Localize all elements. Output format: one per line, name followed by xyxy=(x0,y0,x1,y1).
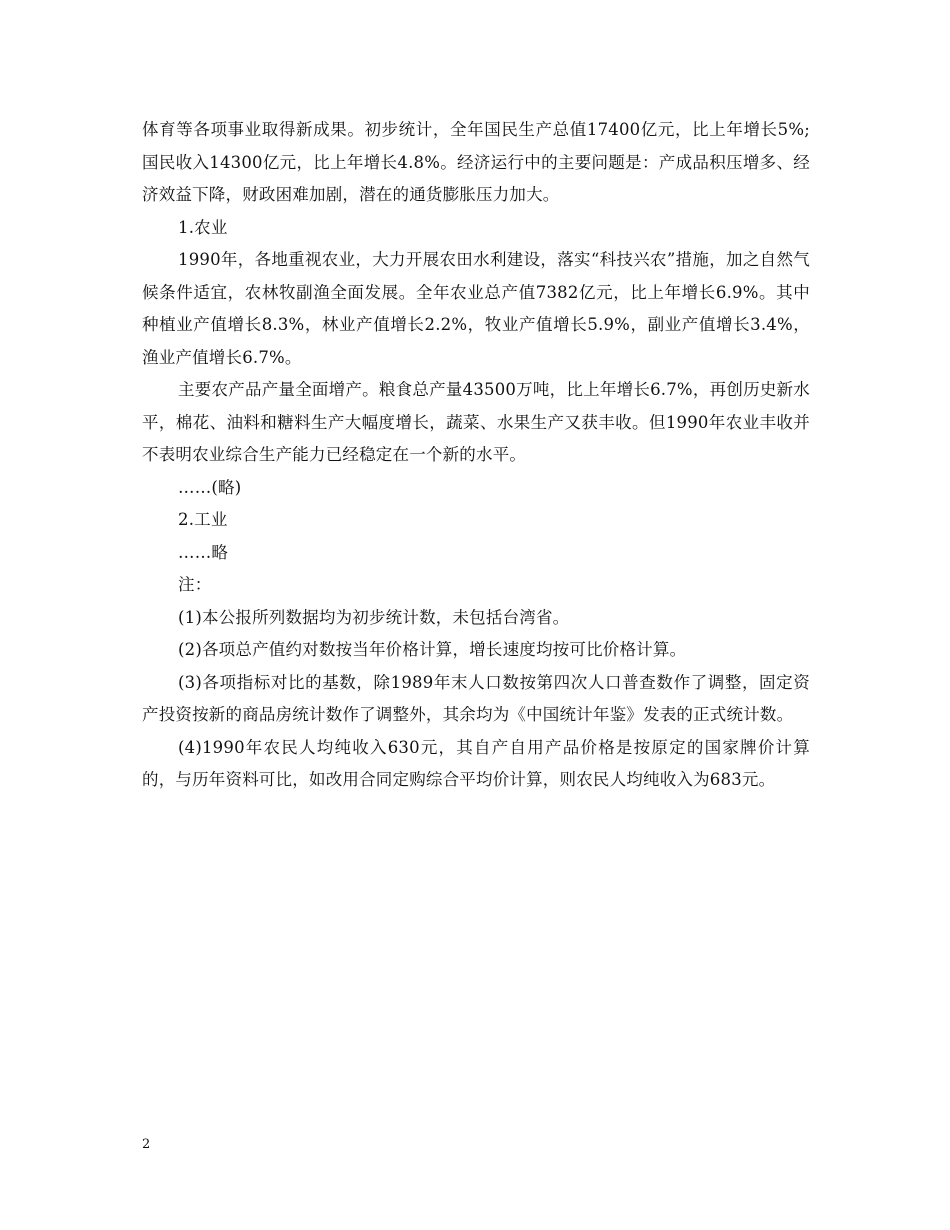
paragraph-agriculture-output: 1990年，各地重视农业，大力开展农田水利建设，落实“科技兴农”措施，加之自然气候条件适宜，农林牧副渔全面发展。全年农业总产值7382亿元，比上年增长6.9%。其中种植业产值增长8.3%，林业产值增长2.2%，牧业产值增长5.9%，副业产值增长3.4%，渔业产值增长6.7%。 xyxy=(142,250,810,367)
section-heading-industry: 2.工业 xyxy=(178,510,228,529)
page-number: 2 xyxy=(142,1137,151,1152)
note-item: (2)各项总产值约对数按当年价格计算，增长速度均按可比价格计算。 xyxy=(178,640,687,659)
paragraph-intro-continued: 体育等各项事业取得新成果。初步统计，全年国民生产总值17400亿元，比上年增长5%;国民收入14300亿元，比上年增长4.8%。经济运行中的主要问题是：产成品积压增多、经济效益下降，财政困难加剧，潜在的通货膨胀压力加大。 xyxy=(142,120,810,204)
notes-heading: 注： xyxy=(178,575,212,594)
paragraph-agriculture-products: 主要农产品产量全面增产。粮食总产量43500万吨，比上年增长6.7%，再创历史新水平，棉花、油料和糖料生产大幅度增长，蔬菜、水果生产又获丰收。但1990年农业丰收并不表明农业综合生产能力已经稳定在一个新的水平。 xyxy=(142,380,810,464)
omission-marker: ……(略) xyxy=(178,477,242,497)
note-item: (4)1990年农民人均纯收入630元，其自产自用产品价格是按原定的国家牌价计算的，与历年资料可比，如改用合同定购综合平均价计算，则农民人均纯收入为683元。 xyxy=(142,737,810,789)
document-body xyxy=(142,114,810,797)
omission-marker: ……略 xyxy=(178,542,229,562)
section-heading-agriculture: 1.农业 xyxy=(178,217,228,237)
note-item: (1)本公报所列数据均为初步统计数，未包括台湾省。 xyxy=(178,607,570,627)
note-item: (3)各项指标对比的基数，除1989年末人口数按第四次人口普查数作了调整，固定资产投资按新的商品房统计数作了调整外，其余均为《中国统计年鉴》发表的正式统计数。 xyxy=(142,672,810,724)
